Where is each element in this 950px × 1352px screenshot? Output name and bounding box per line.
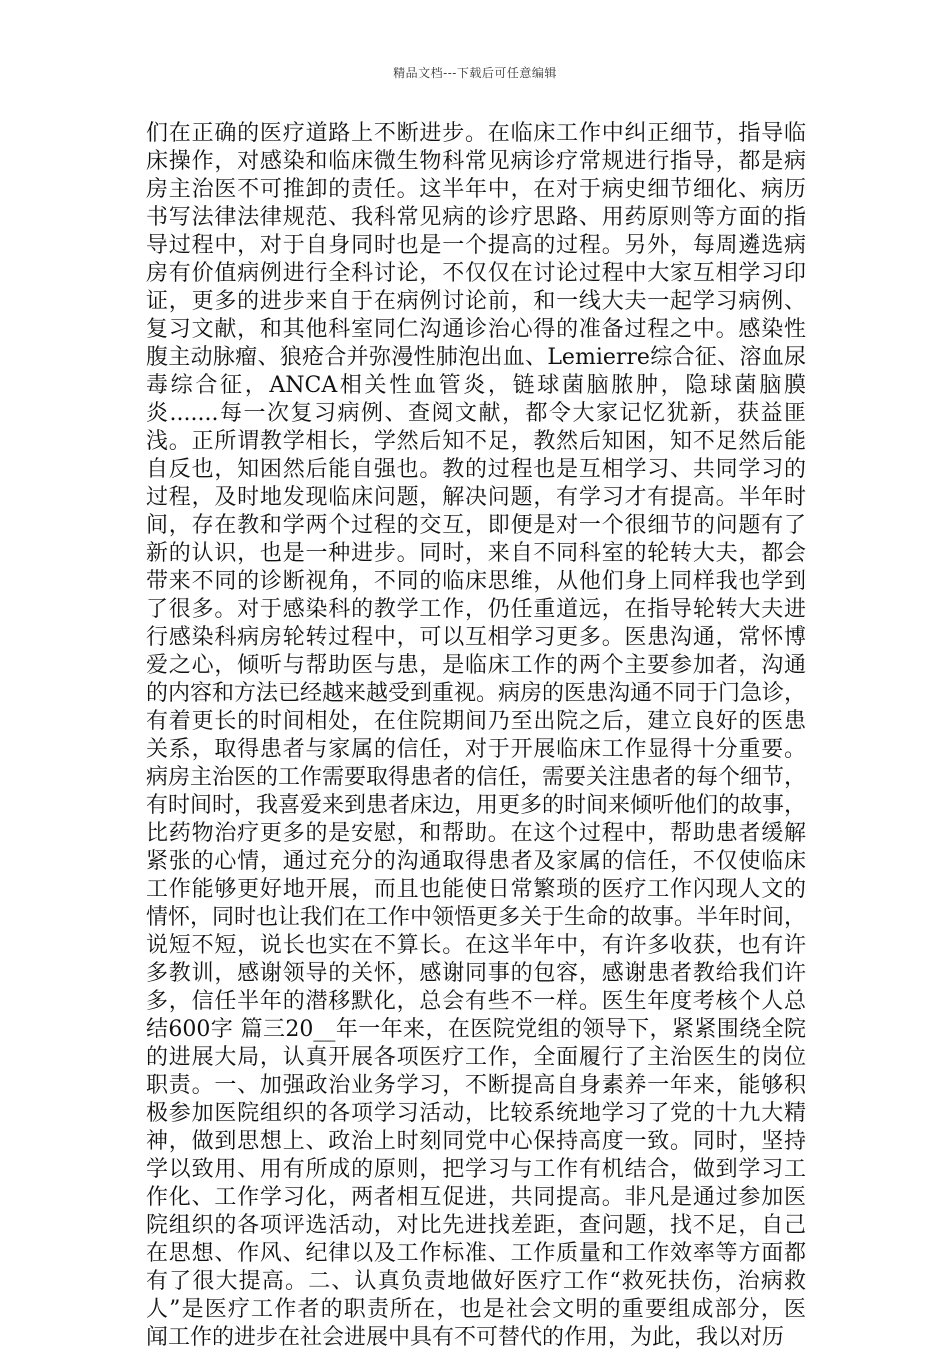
- body-line: 毒综合征，ANCA相关性血管炎，链球菌脑脓肿，隐球菌脑膜: [146, 373, 806, 398]
- body-line: 作化、工作学习化，两者相互促进，共同提高。非凡是通过参加医: [146, 1185, 806, 1210]
- body-line: 极参加医院组织的各项学习活动，比较系统地学习了党的十九大精: [146, 1101, 806, 1126]
- body-line: 的进展大局，认真开展各项医疗工作，全面履行了主治医生的岗位: [146, 1045, 806, 1070]
- body-line: 自反也，知困然后能自强也。教的过程也是互相学习、共同学习的: [146, 457, 806, 482]
- body-line: 工作能够更好地开展，而且也能使日常繁琐的医疗工作闪现人文的: [146, 877, 806, 902]
- body-line: 紧张的心情，通过充分的沟通取得患者及家属的信任，不仅使临床: [146, 849, 806, 874]
- body-line: 床操作，对感染和临床微生物科常见病诊疗常规进行指导，都是病: [146, 149, 806, 174]
- body-line: 职责。一、加强政治业务学习，不断提高自身素养一年来，能够积: [146, 1073, 806, 1098]
- body-line: 书写法律法律规范、我科常见病的诊疗思路、用药原则等方面的指: [146, 205, 806, 230]
- body-line: 神，做到思想上、政治上时刻同党中心保持高度一致。同时，坚持: [146, 1129, 806, 1154]
- body-line: 说短不短，说长也实在不算长。在这半年中，有许多收获，也有许: [146, 933, 806, 958]
- body-line: 闻工作的进步在社会进展中具有不可替代的作用，为此，我以对历: [146, 1325, 785, 1350]
- body-line: 复习文献，和其他科室同仁沟通诊治心得的准备过程之中。感染性: [146, 317, 806, 342]
- body-line: 有着更长的时间相处，在住院期间乃至出院之后，建立良好的医患: [146, 709, 806, 734]
- body-line: 在思想、作风、纪律以及工作标准、工作质量和工作效率等方面都: [146, 1241, 806, 1266]
- body-line: 房有价值病例进行全科讨论，不仅仅在讨论过程中大家互相学习印: [146, 261, 806, 286]
- document-body: [146, 120, 806, 1352]
- body-line: 多教训，感谢领导的关怀，感谢同事的包容，感谢患者教给我们许: [146, 961, 806, 986]
- body-line: 多，信任半年的潜移默化，总会有些不一样。医生年度考核个人总: [146, 989, 806, 1014]
- body-line: 比药物治疗更多的是安慰，和帮助。在这个过程中，帮助患者缓解: [146, 821, 806, 846]
- body-line: 浅。正所谓教学相长，学然后知不足，教然后知困，知不足然后能: [146, 429, 806, 454]
- body-line: 关系，取得患者与家属的信任，对于开展临床工作显得十分重要。: [146, 737, 806, 762]
- body-line: 有时间时，我喜爱来到患者床边，用更多的时间来倾听他们的故事，: [146, 793, 806, 818]
- body-line: 病房主治医的工作需要取得患者的信任，需要关注患者的每个细节，: [146, 765, 806, 790]
- body-line: 行感染科病房轮转过程中，可以互相学习更多。医患沟通，常怀博: [146, 625, 806, 650]
- body-line: 的内容和方法已经越来越受到重视。病房的医患沟通不同于门急诊，: [146, 681, 806, 706]
- body-line: 腹主动脉瘤、狼疮合并弥漫性肺泡出血、Lemierre综合征、溶血尿: [146, 345, 806, 370]
- body-line: 爱之心，倾听与帮助医与患，是临床工作的两个主要参加者，沟通: [146, 653, 806, 678]
- body-line: 房主治医不可推卸的责任。这半年中，在对于病史细节细化、病历: [146, 177, 806, 202]
- body-line: 炎.......每一次复习病例、查阅文献，都令大家记忆犹新，获益匪: [146, 401, 806, 426]
- body-line: 院组织的各项评选活动，对比先进找差距，查问题，找不足，自己: [146, 1213, 806, 1238]
- body-line: 导过程中，对于自身同时也是一个提高的过程。另外，每周遴选病: [146, 233, 806, 258]
- body-line: 证，更多的进步来自于在病例讨论前，和一线大夫一起学习病例、: [146, 289, 806, 314]
- body-line: 带来不同的诊断视角，不同的临床思维，从他们身上同样我也学到: [146, 569, 806, 594]
- body-line: 学以致用、用有所成的原则，把学习与工作有机结合，做到学习工: [146, 1157, 806, 1182]
- body-line: 结600字 篇三20__年一年来，在医院党组的领导下，紧紧围绕全院: [146, 1017, 806, 1042]
- body-line: 新的认识，也是一种进步。同时，来自不同科室的轮转大夫，都会: [146, 541, 806, 566]
- body-line: 们在正确的医疗道路上不断进步。在临床工作中纠正细节，指导临: [146, 121, 806, 146]
- page-header: 精品文档---下载后可任意编辑: [393, 66, 557, 80]
- body-line: 间，存在教和学两个过程的交互，即便是对一个很细节的问题有了: [146, 513, 806, 538]
- body-line: 了很多。对于感染科的教学工作，仍任重道远，在指导轮转大夫进: [146, 597, 806, 622]
- body-line: 有了很大提高。二、认真负责地做好医疗工作“救死扶伤，治病救: [146, 1269, 806, 1294]
- body-line: 情怀，同时也让我们在工作中领悟更多关于生命的故事。半年时间，: [146, 905, 806, 930]
- body-line: 过程，及时地发现临床问题，解决问题，有学习才有提高。半年时: [146, 485, 806, 510]
- body-line: 人”是医疗工作者的职责所在，也是社会文明的重要组成部分，医: [146, 1297, 806, 1322]
